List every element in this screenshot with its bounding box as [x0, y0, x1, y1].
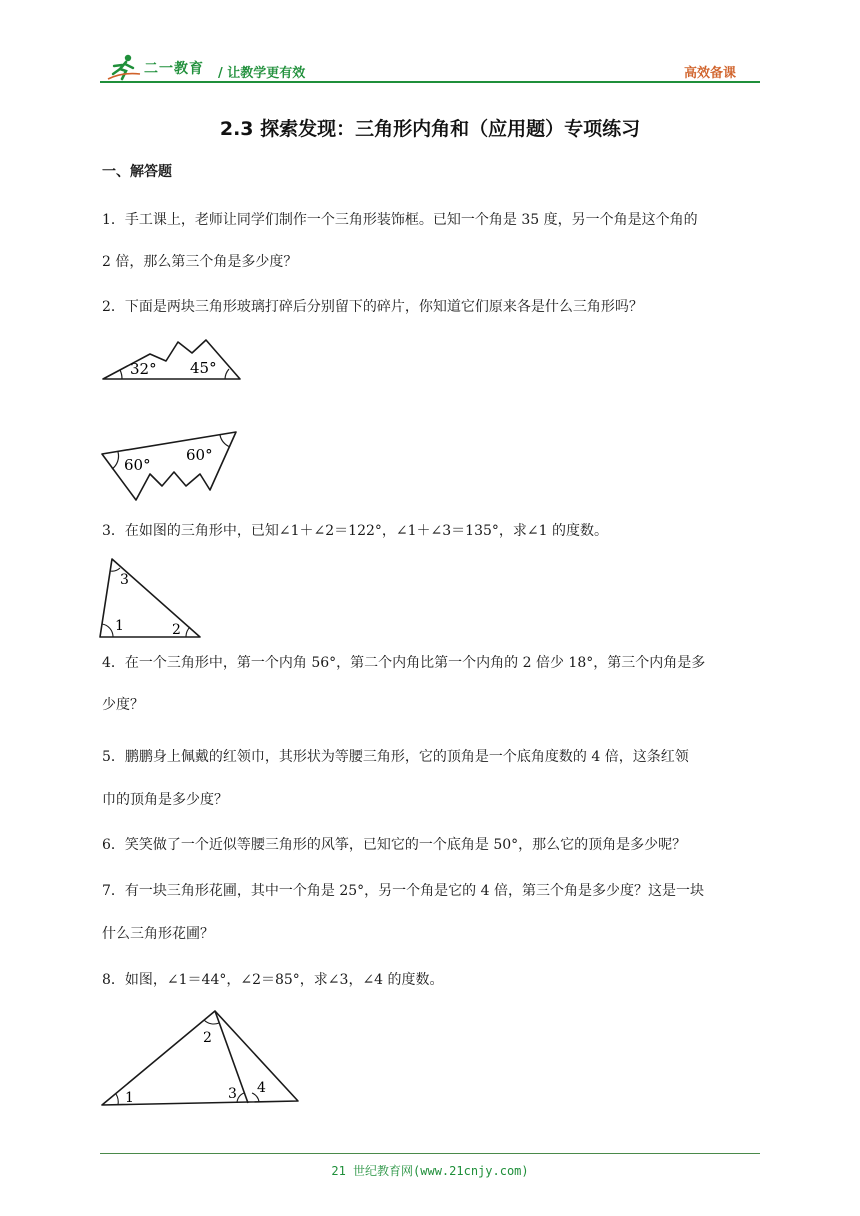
triangle-q3-arc-3	[110, 568, 120, 571]
question-5-line-1: 5．鹏鹏身上佩戴的红领巾，其形状为等腰三角形，它的顶角是一个底角度数的 4 倍，这条红领	[102, 749, 689, 765]
triangle-q3-label-3: 3	[120, 572, 129, 588]
triangle-q3-label-2: 2	[172, 622, 181, 638]
question-3-line-1: 3．在如图的三角形中，已知∠1＋∠2＝122°，∠1＋∠3＝135°，求∠1 的度数。	[102, 523, 608, 539]
question-1-line-2: 2 倍，那么第三个角是多少度？	[102, 254, 298, 270]
shard-1-outline	[103, 340, 240, 379]
question-4-line-2: 少度？	[102, 697, 144, 713]
shard-2-angle-arc-left	[112, 452, 119, 469]
logo-text: 二一教育	[144, 61, 204, 77]
question-5-line-2: 巾的顶角是多少度？	[102, 792, 228, 808]
shard-2-angle-left-label: 60°	[124, 456, 151, 474]
header-divider	[100, 81, 760, 83]
shard-1-angle-right-label: 45°	[190, 359, 217, 377]
question-8-line-1: 8．如图，∠1＝44°，∠2＝85°，求∠3，∠4 的度数。	[102, 972, 444, 988]
triangle-q8-figure	[98, 1006, 302, 1110]
triangle-q3-arc-2	[186, 627, 190, 637]
triangle-q8-label-1: 1	[125, 1090, 134, 1106]
triangle-q8-arc-2	[204, 1020, 219, 1024]
glass-shard-2-figure	[98, 426, 244, 504]
triangle-q3-figure	[98, 554, 206, 642]
triangle-q3-label-1: 1	[115, 618, 124, 634]
footer-text: 21 世纪教育网(www.21cnjy.com)	[331, 1164, 529, 1178]
runner-logo-icon	[106, 52, 142, 82]
question-7-line-1: 7．有一块三角形花圃，其中一个角是 25°，另一个角是它的 4 倍，第三个角是多少度？这是一块	[102, 883, 704, 899]
triangle-q8-label-3: 3	[228, 1086, 237, 1102]
page-header	[100, 52, 760, 82]
question-2-line-1: 2．下面是两块三角形玻璃打碎后分别留下的碎片，你知道它们原来各是什么三角形吗？	[102, 299, 643, 315]
question-6-line-1: 6．笑笑做了一个近似等腰三角形的风筝，已知它的一个底角是 50°，那么它的顶角是多少呢？	[102, 837, 687, 853]
question-1-line-1: 1．手工课上，老师让同学们制作一个三角形装饰框。已知一个角是 35 度，另一个角是这个角的	[102, 212, 698, 228]
shard-1-angle-left-label: 32°	[130, 360, 157, 378]
triangle-q3-arc-1	[102, 624, 113, 637]
glass-shard-1-figure	[98, 334, 246, 384]
header-brand: 高效备课	[683, 66, 736, 81]
header-slogan: / 让教学更有效	[218, 66, 306, 81]
triangle-q8-arc-1	[116, 1094, 118, 1105]
shard-2-outline	[102, 432, 236, 500]
shard-1-angle-arc-left	[120, 370, 122, 379]
section-heading: 一、解答题	[102, 164, 172, 180]
question-7-line-2: 什么三角形花圃？	[102, 926, 214, 942]
triangle-q8-label-2: 2	[203, 1030, 212, 1046]
shard-2-angle-right-label: 60°	[186, 446, 213, 464]
footer-divider	[100, 1153, 760, 1154]
triangle-q8-label-4: 4	[257, 1080, 266, 1096]
logo	[106, 52, 216, 82]
question-4-line-1: 4．在一个三角形中，第一个内角 56°，第二个内角比第一个内角的 2 倍少 18°，第三个内角是多	[102, 655, 706, 671]
page-title: 2.3 探索发现：三角形内角和（应用题）专项练习	[219, 118, 641, 140]
shard-2-angle-arc-right	[220, 435, 230, 447]
shard-1-angle-arc-right	[225, 369, 229, 379]
